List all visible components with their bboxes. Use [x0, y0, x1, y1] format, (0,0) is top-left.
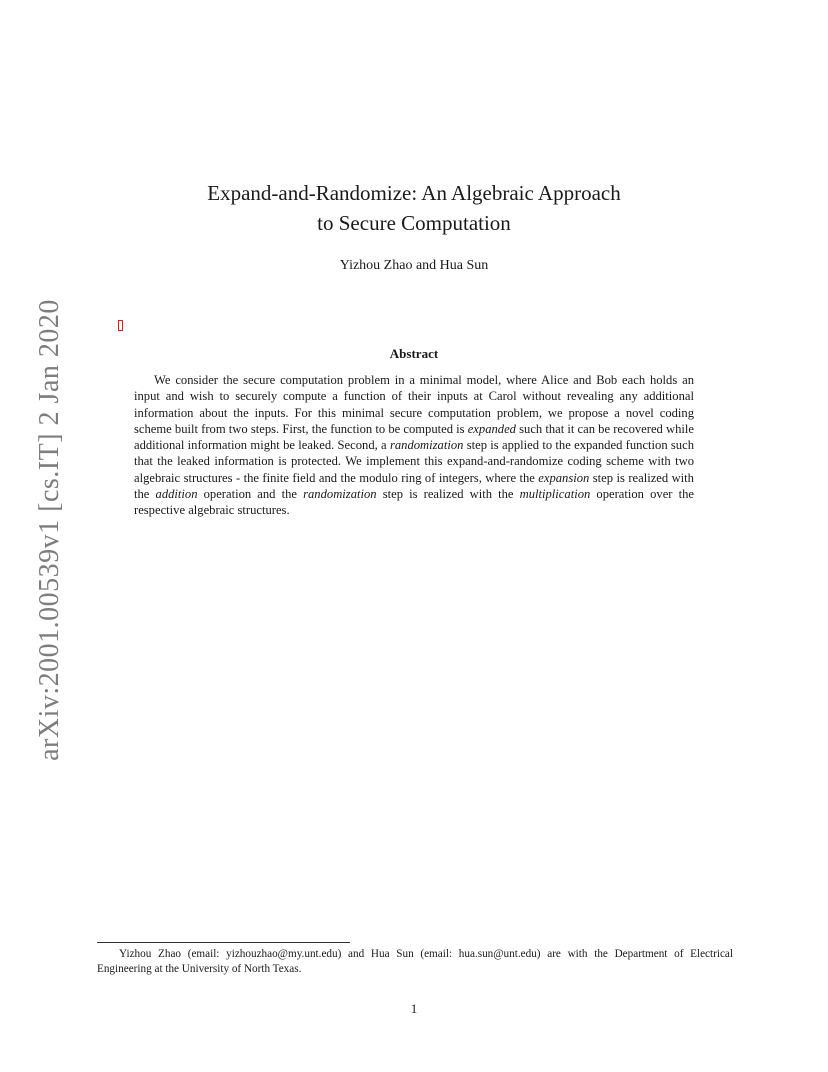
abstract-emphasis: addition: [155, 487, 198, 502]
author-footnote: Yizhou Zhao (email: yizhouzhao@my.unt.edu) and Hua Sun (email: hua.sun@unt.edu) are with the Department of Electrical Engineering at the University of North Texas.: [97, 948, 733, 975]
abstract-text: step is applied to the expanded function such that the leaked information is protected. We implement this expand-and-randomize coding scheme with two algebraic structures - the finite field and the modulo ring of integers, where the: [134, 438, 694, 485]
abstract-heading: Abstract: [389, 346, 439, 361]
abstract-text: such that it can be recovered while additional information might be leaked. Second, a: [134, 421, 694, 453]
red-link-marker: [118, 320, 123, 331]
abstract-body: [134, 372, 694, 519]
abstract-text: operation over the respective algebraic structures.: [134, 487, 694, 518]
abstract-emphasis: randomization: [389, 438, 464, 453]
abstract-emphasis: expansion: [538, 470, 590, 485]
page-number: 1: [410, 1001, 418, 1016]
abstract-emphasis: multiplication: [519, 487, 591, 502]
title-line-2: to Secure Computation: [317, 211, 511, 235]
paper-title: [0, 178, 828, 238]
abstract-emphasis: expanded: [467, 421, 516, 436]
abstract-text: step is realized with the: [376, 487, 520, 502]
abstract-text: operation and the: [197, 487, 304, 502]
title-line-1: Expand-and-Randomize: An Algebraic Approach: [207, 181, 621, 205]
abstract-emphasis: randomization: [303, 487, 377, 502]
abstract-text: We consider the secure computation problem in a minimal model, where Alice and Bob each holds an input and wish to securely compute a function of their inputs at Carol without revealing any additional information about the inputs. For this minimal secure computation problem, we propose a novel coding scheme built from two steps. First, the function to be computed is: [134, 373, 694, 436]
arxiv-identifier-stamp: arXiv:2001.00539v1 [cs.IT] 2 Jan 2020: [34, 299, 65, 761]
abstract-text: step is realized with the: [134, 470, 694, 502]
author-list: Yizhou Zhao and Hua Sun: [339, 258, 489, 273]
footnote-divider: [97, 942, 350, 943]
